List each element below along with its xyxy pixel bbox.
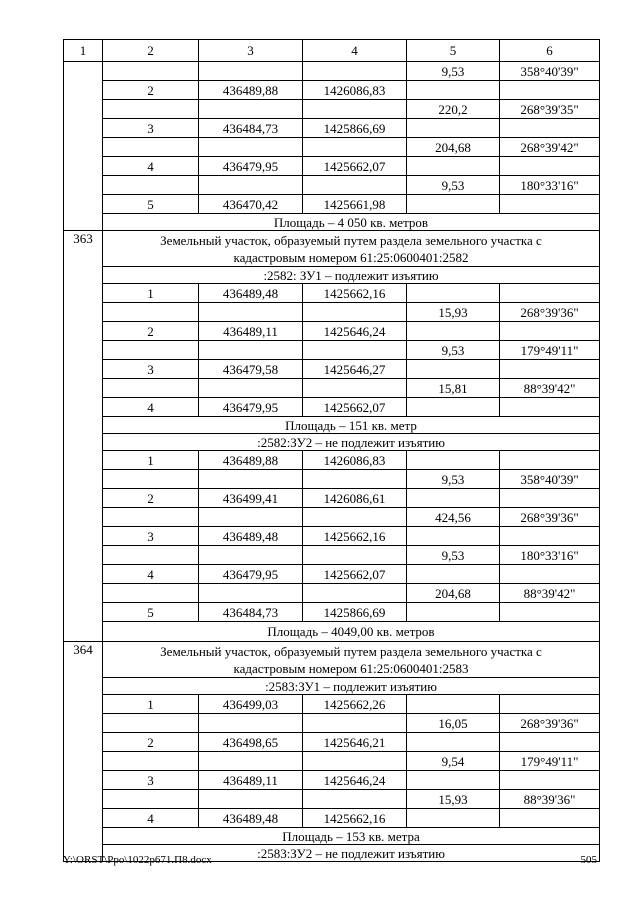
distance [407, 81, 500, 100]
footer-page-number: 505 [580, 854, 597, 866]
header-col-6: 6 [500, 40, 600, 62]
table-row [64, 451, 600, 470]
direction-angle [500, 322, 600, 341]
direction-angle: 88°39'36" [500, 790, 600, 809]
point-number [103, 100, 199, 119]
distance: 204,68 [407, 138, 500, 157]
point-number [103, 752, 199, 771]
coordinates-table [63, 39, 600, 862]
direction-angle [500, 360, 600, 379]
distance [407, 398, 500, 417]
point-number: 1 [103, 695, 199, 714]
coord-y: 1426086,83 [303, 451, 407, 470]
point-number [103, 584, 199, 603]
distance: 15,81 [407, 379, 500, 398]
parcel-note: Площадь – 151 кв. метр [103, 417, 600, 434]
point-number: 3 [103, 527, 199, 546]
distance: 9,53 [407, 341, 500, 360]
direction-angle: 268°39'42" [500, 138, 600, 157]
coord-x [199, 341, 303, 360]
direction-angle: 268°39'36" [500, 508, 600, 527]
distance [407, 809, 500, 828]
direction-angle [500, 119, 600, 138]
coord-y [303, 303, 407, 322]
parcel-note: :2582: ЗУ1 – подлежит изъятию [103, 267, 600, 284]
coord-x: 436489,48 [199, 527, 303, 546]
point-number: 2 [103, 733, 199, 752]
point-number [103, 62, 199, 81]
distance [407, 195, 500, 214]
coord-y: 1425662,07 [303, 157, 407, 176]
parcel-note-row [64, 267, 600, 284]
distance: 9,53 [407, 470, 500, 489]
table-row [64, 398, 600, 417]
coord-y: 1425866,69 [303, 603, 407, 622]
direction-angle [500, 565, 600, 584]
coord-x: 436489,88 [199, 451, 303, 470]
point-number [103, 714, 199, 733]
distance: 9,53 [407, 176, 500, 195]
coord-x: 436489,11 [199, 771, 303, 790]
table-row [64, 489, 600, 508]
table-row [64, 176, 600, 195]
coord-y [303, 470, 407, 489]
distance [407, 565, 500, 584]
table-row [64, 809, 600, 828]
distance [407, 527, 500, 546]
direction-angle [500, 603, 600, 622]
coord-y [303, 379, 407, 398]
parcel-number-cell: 363 [64, 231, 103, 642]
coord-y [303, 100, 407, 119]
table-row [64, 752, 600, 771]
table-row [64, 62, 600, 81]
direction-angle: 358°40'39" [500, 62, 600, 81]
coord-y [303, 341, 407, 360]
header-col-5: 5 [407, 40, 500, 62]
point-number: 5 [103, 603, 199, 622]
parcel-title-row [64, 231, 600, 267]
header-col-3: 3 [199, 40, 303, 62]
coord-y [303, 138, 407, 157]
coord-x [199, 508, 303, 527]
coord-y [303, 508, 407, 527]
header-col-4: 4 [303, 40, 407, 62]
coord-x: 436479,95 [199, 157, 303, 176]
table-header-row [64, 40, 600, 62]
point-number: 2 [103, 81, 199, 100]
coord-x [199, 379, 303, 398]
distance: 9,54 [407, 752, 500, 771]
coord-y [303, 714, 407, 733]
table-row [64, 284, 600, 303]
distance: 15,93 [407, 790, 500, 809]
parcel-title-row [64, 642, 600, 678]
direction-angle [500, 695, 600, 714]
direction-angle: 179°49'11" [500, 752, 600, 771]
direction-angle [500, 489, 600, 508]
table-row [64, 508, 600, 527]
table-row [64, 771, 600, 790]
direction-angle: 358°40'39" [500, 470, 600, 489]
direction-angle [500, 809, 600, 828]
coord-x [199, 584, 303, 603]
coord-x: 436489,11 [199, 322, 303, 341]
coord-y: 1425662,26 [303, 695, 407, 714]
direction-angle [500, 451, 600, 470]
parcel-note-row [64, 622, 600, 642]
point-number [103, 341, 199, 360]
parcel-note-row [64, 434, 600, 451]
parcel-title-line: Земельный участок, образуемый путем раздела земельного участка с [160, 643, 542, 659]
coord-x [199, 470, 303, 489]
distance: 16,05 [407, 714, 500, 733]
coord-y: 1425646,24 [303, 771, 407, 790]
parcel-note: Площадь – 4049,00 кв. метров [103, 622, 600, 642]
parcel-note: :2583:ЗУ2 – не подлежит изъятию [103, 845, 600, 862]
distance [407, 360, 500, 379]
direction-angle: 180°33'16" [500, 546, 600, 565]
distance [407, 157, 500, 176]
direction-angle [500, 157, 600, 176]
point-number [103, 303, 199, 322]
point-number: 4 [103, 157, 199, 176]
point-number: 2 [103, 489, 199, 508]
point-number [103, 379, 199, 398]
coord-y: 1426086,61 [303, 489, 407, 508]
coord-x: 436489,48 [199, 284, 303, 303]
table-row [64, 341, 600, 360]
parcel-note-row [64, 678, 600, 695]
table-row [64, 546, 600, 565]
distance [407, 489, 500, 508]
coord-y: 1425661,98 [303, 195, 407, 214]
coord-y: 1425662,07 [303, 398, 407, 417]
direction-angle: 180°33'16" [500, 176, 600, 195]
point-number: 4 [103, 565, 199, 584]
header-col-2: 2 [103, 40, 199, 62]
point-number [103, 790, 199, 809]
distance: 15,93 [407, 303, 500, 322]
parcel-title-line: кадастровым номером 61:25:0600401:2583 [233, 660, 469, 676]
table-row [64, 603, 600, 622]
coord-x: 436479,58 [199, 360, 303, 379]
direction-angle [500, 733, 600, 752]
distance [407, 284, 500, 303]
coord-x [199, 62, 303, 81]
coord-x [199, 100, 303, 119]
direction-angle [500, 771, 600, 790]
distance [407, 771, 500, 790]
point-number [103, 508, 199, 527]
coord-x [199, 752, 303, 771]
point-number: 4 [103, 398, 199, 417]
direction-angle [500, 81, 600, 100]
table-row [64, 322, 600, 341]
point-number: 4 [103, 809, 199, 828]
table-row [64, 733, 600, 752]
parcel-title [103, 642, 600, 678]
point-number [103, 138, 199, 157]
parcel-number-cell [64, 62, 103, 231]
table-row [64, 584, 600, 603]
parcel-note: Площадь – 153 кв. метра [103, 828, 600, 845]
direction-angle: 88°39'42" [500, 584, 600, 603]
coord-x: 436484,73 [199, 119, 303, 138]
coord-y [303, 752, 407, 771]
coord-x [199, 790, 303, 809]
coord-x [199, 176, 303, 195]
parcel-note: :2582:ЗУ2 – не подлежит изъятию [103, 434, 600, 451]
point-number: 5 [103, 195, 199, 214]
parcel-title-line: Земельный участок, образуемый путем раздела земельного участка с [160, 232, 542, 248]
coord-x: 436498,65 [199, 733, 303, 752]
distance [407, 451, 500, 470]
parcel-number-cell: 364 [64, 642, 103, 862]
coord-x: 436479,95 [199, 398, 303, 417]
point-number: 3 [103, 771, 199, 790]
direction-angle: 179°49'11" [500, 341, 600, 360]
coord-x: 436489,48 [199, 809, 303, 828]
table-row [64, 81, 600, 100]
parcel-title-line: кадастровым номером 61:25:0600401:2582 [233, 249, 469, 265]
parcel-note-row [64, 417, 600, 434]
table-row [64, 790, 600, 809]
coord-x [199, 546, 303, 565]
coord-x: 436479,95 [199, 565, 303, 584]
coord-x: 436484,73 [199, 603, 303, 622]
coord-y: 1426086,83 [303, 81, 407, 100]
coord-x: 436499,03 [199, 695, 303, 714]
table-row [64, 714, 600, 733]
coord-y: 1425866,69 [303, 119, 407, 138]
parcel-title [103, 231, 600, 267]
table-row [64, 360, 600, 379]
point-number: 1 [103, 451, 199, 470]
footer-file-path: Y:\ORST\Ppo\1022p671.П8.docx [63, 854, 212, 866]
coord-y: 1425646,24 [303, 322, 407, 341]
header-col-1: 1 [64, 40, 103, 62]
table-row [64, 138, 600, 157]
direction-angle: 268°39'36" [500, 303, 600, 322]
coord-y: 1425662,07 [303, 565, 407, 584]
direction-angle [500, 398, 600, 417]
distance [407, 603, 500, 622]
coord-x [199, 714, 303, 733]
table-row [64, 195, 600, 214]
table-row [64, 157, 600, 176]
coord-y: 1425662,16 [303, 809, 407, 828]
distance: 9,53 [407, 546, 500, 565]
coord-x: 436470,42 [199, 195, 303, 214]
table-row [64, 565, 600, 584]
point-number: 2 [103, 322, 199, 341]
table-row [64, 379, 600, 398]
table-row [64, 527, 600, 546]
table-row [64, 303, 600, 322]
coord-y [303, 790, 407, 809]
coord-y: 1425662,16 [303, 527, 407, 546]
distance [407, 322, 500, 341]
coord-y [303, 584, 407, 603]
coord-y: 1425646,21 [303, 733, 407, 752]
coord-y [303, 546, 407, 565]
coord-x: 436489,88 [199, 81, 303, 100]
distance [407, 733, 500, 752]
direction-angle [500, 284, 600, 303]
point-number: 3 [103, 360, 199, 379]
coord-y [303, 176, 407, 195]
point-number: 3 [103, 119, 199, 138]
parcel-note-row [64, 214, 600, 231]
coord-x: 436499,41 [199, 489, 303, 508]
table-row [64, 100, 600, 119]
distance [407, 119, 500, 138]
coord-x [199, 303, 303, 322]
distance: 220,2 [407, 100, 500, 119]
distance [407, 695, 500, 714]
direction-angle [500, 527, 600, 546]
distance: 9,53 [407, 62, 500, 81]
parcel-note-row [64, 828, 600, 845]
table-row [64, 695, 600, 714]
point-number [103, 546, 199, 565]
parcel-note: :2583:ЗУ1 – подлежит изъятию [103, 678, 600, 695]
coord-y: 1425662,16 [303, 284, 407, 303]
point-number [103, 176, 199, 195]
coord-y: 1425646,27 [303, 360, 407, 379]
table-row [64, 470, 600, 489]
point-number [103, 470, 199, 489]
direction-angle: 268°39'35" [500, 100, 600, 119]
table-row [64, 119, 600, 138]
direction-angle: 268°39'36" [500, 714, 600, 733]
coord-x [199, 138, 303, 157]
distance: 424,56 [407, 508, 500, 527]
point-number: 1 [103, 284, 199, 303]
direction-angle [500, 195, 600, 214]
parcel-note: Площадь – 4 050 кв. метров [103, 214, 600, 231]
direction-angle: 88°39'42" [500, 379, 600, 398]
distance: 204,68 [407, 584, 500, 603]
coord-y [303, 62, 407, 81]
